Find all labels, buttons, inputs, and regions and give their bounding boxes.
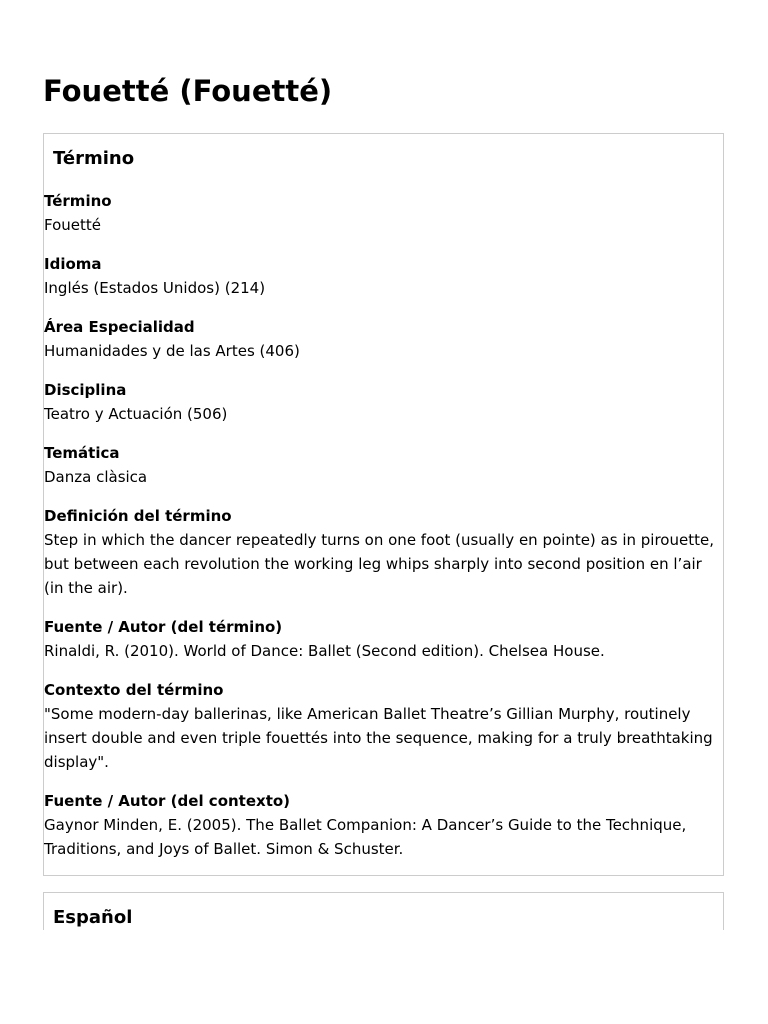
spanish-panel-heading: Español xyxy=(53,907,133,928)
field-value: Rinaldi, R. (2010). World of Dance: Ballet (Second edition). Chelsea House. xyxy=(44,642,605,660)
field-label: Área Especialidad xyxy=(44,318,195,336)
field-label: Fuente / Autor (del contexto) xyxy=(44,792,291,810)
field-value: Fouetté xyxy=(44,216,101,234)
term-fields xyxy=(44,189,725,876)
field-fuente-contexto xyxy=(44,789,725,861)
term-panel-heading: Término xyxy=(53,148,135,169)
field-area-especialidad xyxy=(44,315,725,363)
spanish-panel xyxy=(43,892,724,930)
term-panel xyxy=(43,133,724,876)
field-fuente-termino xyxy=(44,615,725,663)
field-value: Step in which the dancer repeatedly turns on one foot (usually en pointe) as in pirouette, but between each revolution the working leg whips sharply into second position en l’air (in the air). xyxy=(44,531,714,597)
field-termino xyxy=(44,189,725,237)
field-label: Término xyxy=(44,192,112,210)
page-title: Fouetté (Fouetté) xyxy=(43,74,333,108)
field-tematica xyxy=(44,441,725,489)
field-contexto xyxy=(44,678,725,774)
field-label: Fuente / Autor (del término) xyxy=(44,618,283,636)
field-value: Gaynor Minden, E. (2005). The Ballet Companion: A Dancer’s Guide to the Technique, Traditions, and Joys of Ballet. Simon & Schuster. xyxy=(44,816,687,858)
field-value: Danza clàsica xyxy=(44,468,148,486)
field-label: Disciplina xyxy=(44,381,127,399)
field-definicion xyxy=(44,504,725,600)
field-disciplina xyxy=(44,378,725,426)
field-value: Inglés (Estados Unidos) (214) xyxy=(44,279,266,297)
field-label: Contexto del término xyxy=(44,681,224,699)
field-value: Teatro y Actuación (506) xyxy=(44,405,228,423)
field-idioma xyxy=(44,252,725,300)
field-label: Temática xyxy=(44,444,120,462)
field-value: Humanidades y de las Artes (406) xyxy=(44,342,300,360)
field-value: "Some modern-day ballerinas, like American Ballet Theatre’s Gillian Murphy, routinely insert double and even triple fouettés into the sequence, making for a truly breathtaking display". xyxy=(44,705,713,771)
field-label: Definición del término xyxy=(44,507,232,525)
field-label: Idioma xyxy=(44,255,102,273)
